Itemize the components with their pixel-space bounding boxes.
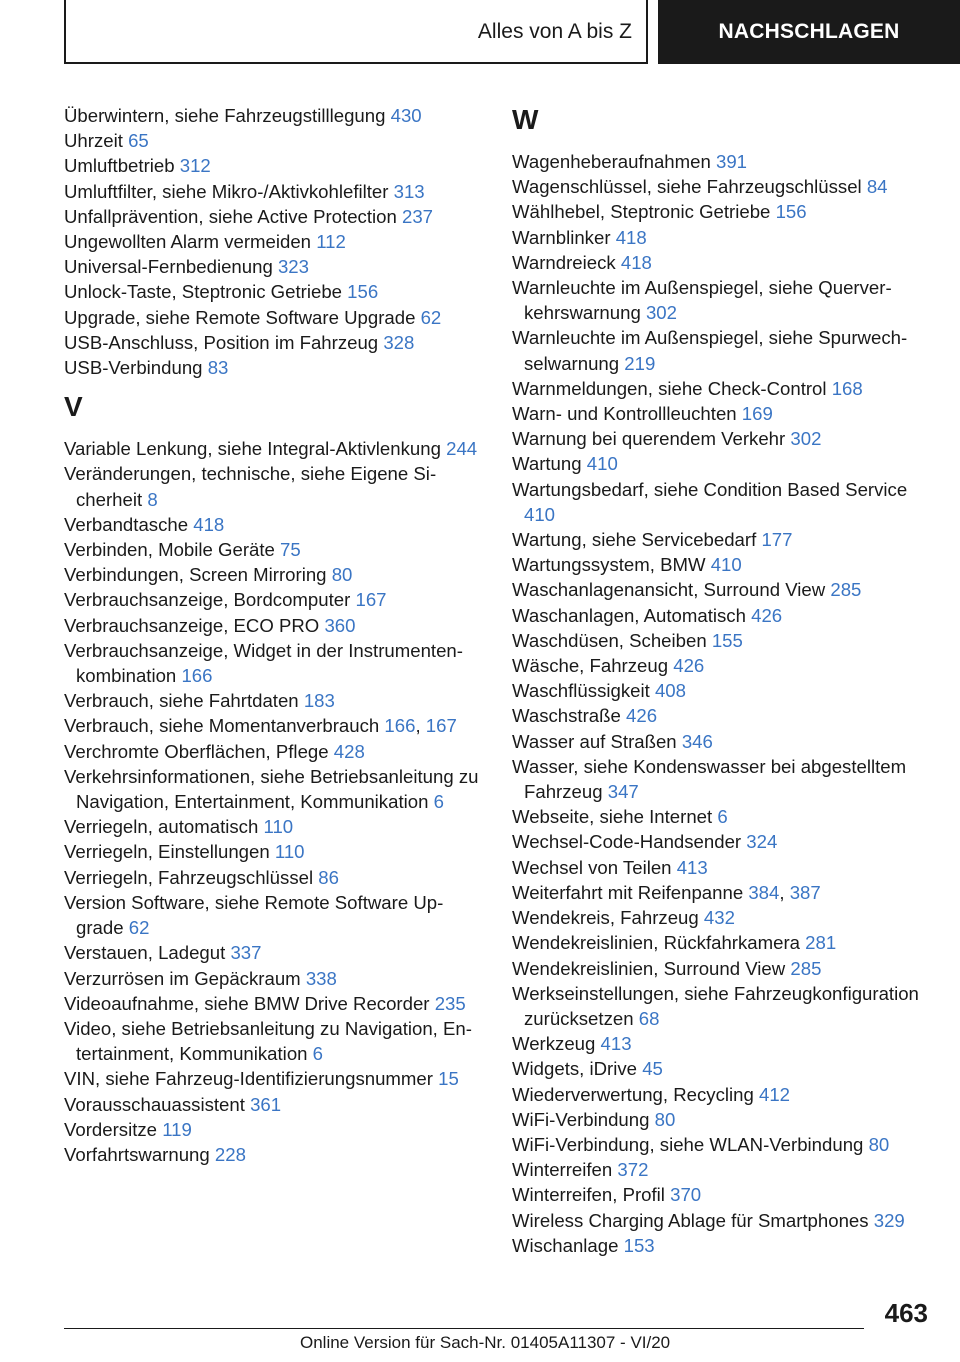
index-page-link[interactable]: 167 (425, 715, 457, 737)
index-entry-term: Universal-Fernbedienung (64, 256, 273, 278)
index-entry-term: Verkehrsinformationen, siehe Betriebsanleitung zu Navigation, Entertainment, Kommunikation (64, 765, 479, 813)
index-page-link[interactable]: 408 (654, 680, 686, 702)
index-entry-term: Verbinden, Mobile Geräte (64, 539, 275, 561)
index-entry (64, 839, 484, 864)
index-entry-term: Wartungsbedarf, siehe Condition Based Service (512, 478, 908, 500)
index-entry-term: Verbindungen, Screen Mirroring (64, 564, 327, 586)
index-page-link[interactable]: 119 (162, 1118, 192, 1140)
index-page-link[interactable]: 370 (670, 1184, 702, 1206)
index-page-link[interactable]: 430 (390, 105, 422, 126)
header-chapter-tab: NACHSCHLAGEN (658, 0, 960, 64)
index-page-link[interactable]: 86 (318, 866, 339, 888)
footer-rule (64, 1328, 864, 1329)
index-entry: Weiterfahrt mit Reifenpanne 384, 387 (512, 881, 821, 903)
index-entry-term: Uhrzeit (64, 130, 123, 152)
index-page-link[interactable]: 426 (751, 604, 783, 626)
index-entry (512, 1233, 932, 1258)
index-entry-term: Verbandtasche (64, 513, 189, 535)
index-entry (512, 653, 932, 678)
index-page-link[interactable]: 45 (642, 1058, 663, 1080)
index-page-link[interactable]: 6 (433, 791, 444, 813)
index-entry (512, 376, 932, 401)
index-entry (512, 1082, 932, 1107)
index-entry (64, 204, 484, 229)
index-page-link[interactable]: 426 (673, 655, 705, 677)
index-entry (64, 103, 484, 128)
index-entry-term: Unlock-Taste, Steptronic Getriebe (64, 281, 342, 303)
index-page-link[interactable]: 410 (586, 453, 618, 475)
index-entry-term: Verbrauch, siehe Fahrtdaten (64, 690, 299, 712)
index-entry (512, 401, 932, 426)
index-page-link[interactable]: 328 (383, 331, 415, 353)
index-entry (64, 940, 484, 965)
index-page-link[interactable]: 323 (277, 256, 309, 278)
index-page-link[interactable]: 183 (303, 690, 335, 712)
index-entry-term: Widgets, iDrive (512, 1058, 638, 1080)
index-entry-term: Verchromte Oberflächen, Pflege (64, 740, 329, 762)
index-page-link[interactable]: 62 (128, 917, 150, 939)
index-page-link[interactable]: 329 (873, 1209, 905, 1231)
index-entry-term: Wendekreislinien, Rückfahrkamera (512, 932, 800, 954)
index-page-link[interactable]: 6 (717, 806, 728, 828)
index-page-link[interactable]: 244 (446, 438, 478, 460)
index-entry (512, 1157, 932, 1182)
index-entry-term: Version Software, siehe Remote Software Upgrade (64, 891, 444, 939)
index-entry-term: Vordersitze (64, 1118, 158, 1140)
index-entry-term: Waschflüssigkeit (512, 680, 650, 702)
index-page-link[interactable]: 169 (741, 403, 773, 425)
index-entry-term: Verbrauchsanzeige, Widget in der Instrumentenkombination (64, 639, 463, 687)
index-entry (64, 890, 484, 940)
index-entry (64, 537, 484, 562)
index-column-right (512, 103, 932, 1258)
index-page-link[interactable]: 372 (617, 1159, 649, 1181)
index-entry-term: Verriegeln, Einstellungen (64, 841, 270, 863)
index-entry-term: Waschdüsen, Scheiben (512, 629, 707, 651)
index-page-link[interactable]: 80 (331, 564, 353, 586)
index-page-link[interactable]: 337 (230, 942, 262, 964)
index-entry (512, 325, 932, 375)
index-entry (512, 199, 932, 224)
index-page-link[interactable]: 112 (316, 231, 346, 253)
index-entry-term: Waschanlagen, Automatisch (512, 604, 746, 626)
index-page-link[interactable]: 391 (716, 151, 748, 172)
index-entry (64, 254, 484, 279)
index-entry (512, 477, 932, 527)
index-entry-term: Wischanlage (512, 1234, 619, 1256)
index-entry (64, 512, 484, 537)
index-entry (64, 153, 484, 178)
index-entry-term: Wiederverwertung, Recycling (512, 1083, 754, 1105)
index-entry (64, 279, 484, 304)
index-entry-term: USB-Anschluss, Position im Fahrzeug (64, 331, 379, 353)
index-entry (512, 426, 932, 451)
index-entry-term: Verbrauchsanzeige, ECO PRO (64, 614, 320, 636)
index-entry-term: Wechsel von Teilen (512, 856, 672, 878)
index-entry-term: Videoaufnahme, siehe BMW Drive Recorder (64, 992, 430, 1014)
index-entry (64, 436, 484, 461)
index-entry (512, 754, 932, 804)
index-page-link[interactable]: 302 (790, 428, 822, 450)
index-entry (64, 991, 484, 1016)
index-entry-term: Umluftfilter, siehe Mikro-/Aktivkohlefilter (64, 180, 389, 202)
index-entry-term: Waschanlagenansicht, Surround View (512, 579, 826, 601)
index-page-link[interactable]: 410 (710, 554, 742, 576)
index-entry (512, 1031, 932, 1056)
index-page-link[interactable]: 413 (676, 856, 708, 878)
index-page-link[interactable]: 228 (214, 1143, 246, 1165)
index-page-link[interactable]: 361 (250, 1093, 282, 1115)
index-entry (64, 814, 484, 839)
index-entry (512, 1056, 932, 1081)
index-entry (512, 678, 932, 703)
index-entry (512, 552, 932, 577)
index-page-link[interactable]: 312 (179, 155, 211, 177)
index-entry-term: Wagenheberaufnahmen (512, 151, 711, 172)
index-entry-term: Wartung, siehe Servicebedarf (512, 529, 757, 551)
index-entry-term: Warn- und Kontrollleuchten (512, 403, 737, 425)
index-entry-term: Wasser auf Straßen (512, 730, 677, 752)
index-entry (64, 613, 484, 638)
index-entry (512, 981, 932, 1031)
index-page-link[interactable]: 360 (324, 614, 356, 636)
header-left-rule (64, 0, 66, 64)
index-page-link[interactable]: 168 (831, 377, 863, 399)
index-entry-term: Wendekreis, Fahrzeug (512, 907, 699, 929)
index-page-link[interactable]: 155 (711, 629, 743, 651)
index-page-link[interactable]: 418 (193, 513, 225, 535)
index-entry (64, 739, 484, 764)
index-page-link[interactable]: 65 (128, 130, 149, 152)
index-entry-term: Upgrade, siehe Remote Software Upgrade (64, 306, 416, 328)
index-entry (64, 229, 484, 254)
index-page-link[interactable]: 418 (615, 226, 647, 248)
index-page-link[interactable]: 110 (274, 841, 305, 863)
index-page-link[interactable]: 235 (434, 992, 466, 1014)
header-section-title: Alles von A bis Z (460, 0, 648, 64)
index-entry-term: Verriegeln, Fahrzeugschlüssel (64, 866, 314, 888)
index-page-link[interactable]: 62 (420, 306, 442, 328)
index-entry (512, 956, 932, 981)
index-entry (512, 275, 932, 325)
index-entry-term: Wartung (512, 453, 582, 475)
index-page-link[interactable]: 384 (748, 881, 780, 903)
index-page-link[interactable]: 166 (384, 715, 416, 737)
index-entry (64, 179, 484, 204)
index-page-link[interactable]: 418 (620, 251, 652, 273)
index-entry (64, 1142, 484, 1167)
index-entry-term: Verriegeln, automatisch (64, 816, 259, 838)
index-entry-term: Variable Lenkung, siehe Integral-Aktivlenkung (64, 438, 441, 460)
index-page-link[interactable]: 15 (438, 1068, 459, 1090)
index-entry (512, 527, 932, 552)
index-entry-term: Verbrauchsanzeige, Bordcomputer (64, 589, 351, 611)
index-entry-term: Video, siehe Betriebsanleitung zu Navigation, Entertainment, Kommunikation (64, 1017, 472, 1065)
index-entry-term: Wartungssystem, BMW (512, 554, 706, 576)
index-entry-term: Unfallprävention, siehe Active Protection (64, 205, 397, 227)
index-column-left (64, 103, 484, 1167)
index-entry (512, 1107, 932, 1132)
index-page-link[interactable]: 281 (805, 932, 837, 954)
index-entry-term: Verbrauch, siehe Momentanverbrauch (64, 715, 380, 737)
index-entry (512, 804, 932, 829)
index-entry-term: Waschstraße (512, 705, 621, 727)
index-entry (64, 305, 484, 330)
index-entry-term: USB-Verbindung (64, 357, 203, 379)
index-entry (64, 562, 484, 587)
index-page-link[interactable]: 324 (746, 831, 778, 853)
index-page-link[interactable]: 412 (758, 1083, 791, 1105)
index-page-link[interactable]: 83 (207, 357, 229, 379)
index-letter-heading: V (64, 391, 83, 423)
index-entry (512, 829, 932, 854)
index-page-link[interactable]: 156 (347, 281, 379, 303)
index-entry (512, 729, 932, 754)
index-entry (512, 603, 932, 628)
index-entry (64, 1066, 484, 1091)
index-entry (512, 174, 932, 199)
index-entry (512, 451, 932, 476)
index-page-link[interactable]: 110 (263, 816, 294, 838)
index-entry (512, 703, 932, 728)
index-entry-term: Vorfahrtswarnung (64, 1143, 210, 1165)
index-entry (512, 855, 932, 880)
index-entry (512, 628, 932, 653)
index-entry-term: Wireless Charging Ablage für Smartphones (512, 1209, 869, 1231)
index-entry-term: Warnblinker (512, 226, 611, 248)
index-entry-term: Überwintern, siehe Fahrzeugstilllegung (64, 105, 386, 126)
index-page-link[interactable]: 410 (524, 503, 556, 525)
index-page-link[interactable]: 338 (305, 967, 337, 989)
index-page-link[interactable]: 80 (654, 1108, 676, 1130)
index-entry (512, 1182, 932, 1207)
index-page-link[interactable]: 432 (703, 907, 735, 929)
index-page-link[interactable]: 237 (401, 205, 434, 227)
index-entry-term: Ungewollten Alarm vermeiden (64, 231, 312, 253)
index-entry (512, 577, 932, 602)
index-entry (64, 128, 484, 153)
index-entry (64, 764, 484, 814)
index-page-link[interactable]: 84 (866, 176, 888, 198)
index-page-link[interactable]: 346 (681, 730, 713, 752)
index-entry (512, 1132, 932, 1157)
index-entry-term: Werkseinstellungen, siehe Fahrzeugkonfiguration zurücksetzen (512, 982, 919, 1029)
index-entry-term: Wasser, siehe Kondenswasser bei abgestelltem Fahrzeug (512, 755, 907, 803)
index-entry (64, 1117, 484, 1142)
index-page-link[interactable]: 153 (623, 1234, 655, 1256)
index-entry-term: Warnleuchte im Außenspiegel, siehe Querverkehrswarnung (512, 277, 892, 324)
index-entry (64, 638, 484, 688)
index-page-link[interactable]: 167 (355, 589, 387, 611)
index-entry-term: Warndreieck (512, 251, 616, 273)
index-entry (512, 1208, 932, 1233)
index-entry-term: Wäsche, Fahrzeug (512, 655, 669, 677)
index-page-link[interactable]: 426 (626, 705, 658, 727)
index-entry-term: VIN, siehe Fahrzeug-Identifizierungsnummer (64, 1068, 433, 1090)
index-page-link[interactable]: 8 (147, 488, 158, 510)
index-page-link[interactable]: 413 (600, 1033, 632, 1055)
index-entry-term: Wendekreislinien, Surround View (512, 957, 786, 979)
footer-note: Online Version für Sach-Nr. 01405A11307 - VI/20 (300, 1333, 671, 1352)
index-entry-term: WiFi-Verbindung (512, 1108, 650, 1130)
index-entry (64, 461, 484, 511)
index-entry-term: Wählhebel, Steptronic Getriebe (512, 201, 771, 223)
index-entry (64, 688, 484, 713)
index-entry-term: Veränderungen, technische, siehe Eigene Sicherheit (64, 463, 437, 510)
index-entry (512, 930, 932, 955)
index-page-link[interactable]: 387 (789, 881, 821, 903)
index-page-link[interactable]: 80 (868, 1133, 890, 1155)
page-number: 463 (884, 1298, 928, 1328)
index-entry-term: Vorausschauassistent (64, 1093, 245, 1115)
index-entry-term: Verstauen, Ladegut (64, 942, 226, 964)
index-page-link[interactable]: 6 (312, 1043, 324, 1065)
index-page-link[interactable]: 347 (607, 781, 639, 803)
index-entry-term: Winterreifen (512, 1159, 613, 1181)
index-entry-term: Wagenschlüssel, siehe Fahrzeugschlüssel (512, 176, 862, 198)
index-entry-term: Weiterfahrt mit Reifenpanne (512, 881, 744, 903)
index-entry-term: Warnmeldungen, siehe Check-Control (512, 377, 827, 399)
index-entry (512, 225, 932, 250)
index-page-link[interactable]: 177 (761, 529, 793, 551)
index-entry-term: Verzurrösen im Gepäckraum (64, 967, 301, 989)
index-page-link[interactable]: 156 (775, 201, 807, 223)
index-entry-term: Winterreifen, Profil (512, 1184, 665, 1206)
index-page-link[interactable]: 285 (790, 957, 822, 979)
index-entry-term: Webseite, siehe Internet (512, 806, 713, 828)
index-entry (512, 149, 932, 174)
index-entry-term: Wechsel-Code-Handsender (512, 831, 742, 853)
index-entry (64, 1016, 484, 1066)
index-entry-term: WiFi-Verbindung, siehe WLAN-Verbindung (512, 1133, 864, 1155)
index-page-link[interactable]: 302 (645, 302, 677, 324)
index-page-link[interactable]: 166 (181, 665, 213, 687)
index-entry (64, 330, 484, 355)
index-page-link[interactable]: 313 (393, 180, 425, 202)
index-entry-term: Warnung bei querendem Verkehr (512, 428, 786, 450)
index-entry-term: Umluftbetrieb (64, 155, 175, 177)
index-entry (64, 966, 484, 991)
index-entry (64, 355, 484, 380)
index-page-link[interactable]: 219 (624, 352, 656, 374)
index-entry (64, 1092, 484, 1117)
index-entry-term: Werkzeug (512, 1033, 596, 1055)
index-entry (64, 865, 484, 890)
index-entry-term: Warnleuchte im Außenspiegel, siehe Spurwechselwarnung (512, 327, 908, 374)
index-letter-heading: W (512, 104, 539, 135)
index-page-link[interactable]: 75 (280, 539, 301, 561)
index-page-link[interactable]: 428 (333, 740, 365, 762)
index-page-link[interactable]: 68 (638, 1007, 660, 1029)
index-entry (512, 905, 932, 930)
index-entry: Verbrauch, siehe Momentanverbrauch 166, 167 (64, 715, 457, 737)
index-entry (512, 250, 932, 275)
index-entry (64, 587, 484, 612)
index-page-link[interactable]: 285 (830, 579, 862, 601)
